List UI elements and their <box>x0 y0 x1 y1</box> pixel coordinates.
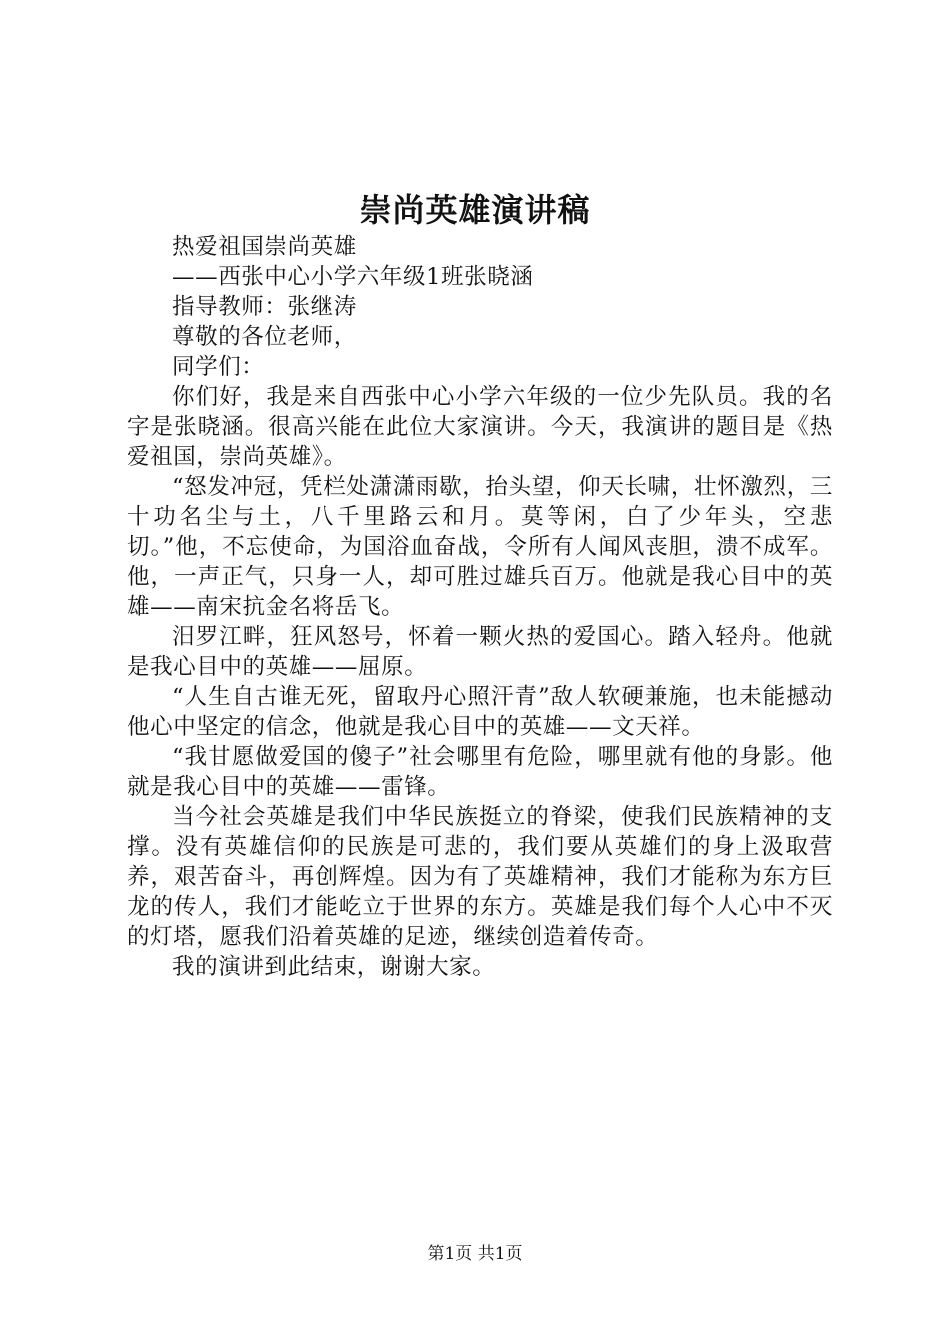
document-body <box>127 232 833 982</box>
paragraph-yuefei: “怒发冲冠，凭栏处潇潇雨歇，抬头望，仰天长啸，壮怀激烈，三十功名尘与土，八千里路云和月。莫等闲，白了少年头，空悲切。”他，不忘使命，为国浴血奋战，令所有人闻风丧胆，溃不成军。他，一声正气，只身一人，却可胜过雄兵百万。他就是我心目中的英雄——南宋抗金名将岳飞。 <box>127 474 833 620</box>
paragraph-intro: 你们好，我是来自西张中心小学六年级的一位少先队员。我的名字是张晓涵。很高兴能在此位大家演讲。今天，我演讲的题目是《热爱祖国，崇尚英雄》。 <box>127 384 833 470</box>
paragraph-wentianxiang: “人生自古谁无死，留取丹心照汗青”敌人软硬兼施，也未能撼动他心中坚定的信念，他就是我心目中的英雄——文天祥。 <box>127 684 833 740</box>
paragraph-quyuan: 汨罗江畔，狂风怒号，怀着一颗火热的爱国心。踏入轻舟。他就是我心目中的英雄——屈原。 <box>127 624 833 680</box>
paragraph-closing: 我的演讲到此结束，谢谢大家。 <box>172 954 496 980</box>
speech-topic: 热爱祖国崇尚英雄 <box>172 234 357 260</box>
document-title: 崇尚英雄演讲稿 <box>359 191 591 229</box>
salutation-students: 同学们： <box>172 354 265 380</box>
page-footer: 第1页 共1页 <box>427 1244 523 1264</box>
instructor-line: 指导教师：张继涛 <box>172 294 357 320</box>
speaker-line: ——西张中心小学六年级1班张晓涵 <box>172 264 534 290</box>
paragraph-leifeng: “我甘愿做爱国的傻子”社会哪里有危险，哪里就有他的身影。他就是我心目中的英雄——雷锋。 <box>127 744 833 800</box>
salutation-teachers: 尊敬的各位老师， <box>172 324 357 350</box>
paragraph-conclusion: 当今社会英雄是我们中华民族挺立的脊梁，使我们民族精神的支撑。没有英雄信仰的民族是可悲的，我们要从英雄们的身上汲取营养，艰苦奋斗，再创辉煌。因为有了英雄精神，我们才能称为东方巨龙的传人，我们才能屹立于世界的东方。英雄是我们每个人心中不灭的灯塔，愿我们沿着英雄的足迹，继续创造着传奇。 <box>127 804 833 950</box>
